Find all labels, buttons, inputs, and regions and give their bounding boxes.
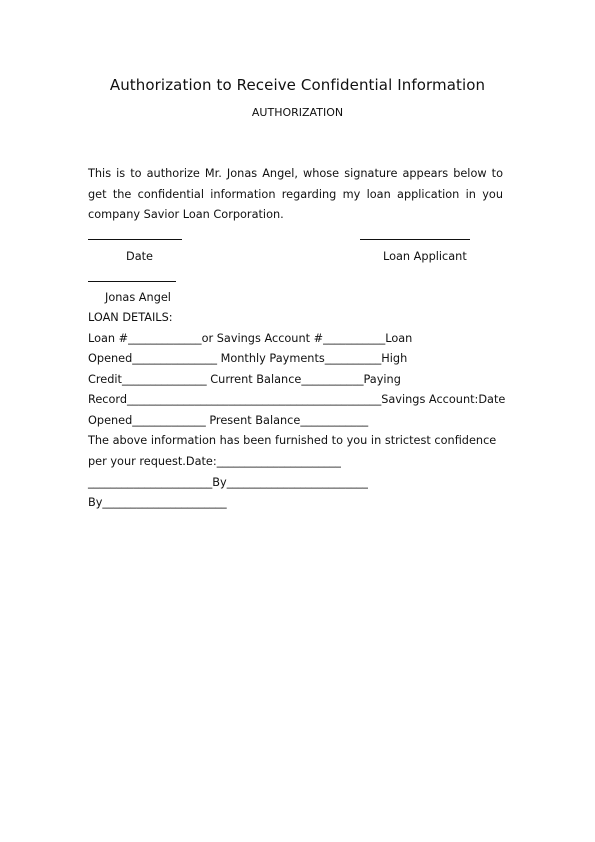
applicant-signature-line — [360, 239, 470, 240]
loan-line: Loan #_____________or Savings Account #___________Loan — [88, 332, 413, 345]
authorized-name: Jonas Angel — [105, 291, 171, 304]
by-line: By______________________ — [88, 496, 227, 509]
loan-line: Opened_______________ Monthly Payments__________High — [88, 352, 408, 365]
date-signature-line — [88, 239, 182, 240]
date-label: Date — [126, 250, 154, 263]
loan-line: Credit_______________ Current Balance___________Paying — [88, 373, 401, 386]
document-title: Authorization to Receive Confidential Information — [109, 76, 486, 94]
loan-line: Record_____________________________________________Savings Account:Date — [88, 393, 506, 406]
closing-line: The above information has been furnished to you in strictest confidence — [88, 434, 497, 447]
by-line: ______________________By_________________________ — [88, 476, 368, 489]
loan-line: Opened_____________ Present Balance____________ — [88, 414, 369, 427]
document-subtitle: AUTHORIZATION — [251, 106, 344, 119]
loan-applicant-label: Loan Applicant — [383, 250, 467, 263]
intro-paragraph: This is to authorize Mr. Jonas Angel, whose signature appears below to get the confidential information regarding my loan application in you company Savior Loan Corporation. — [88, 167, 503, 221]
authorized-signature-line — [88, 281, 176, 282]
loan-details-heading: LOAN DETAILS: — [88, 311, 173, 324]
closing-line: per your request.Date:______________________ — [88, 455, 341, 468]
